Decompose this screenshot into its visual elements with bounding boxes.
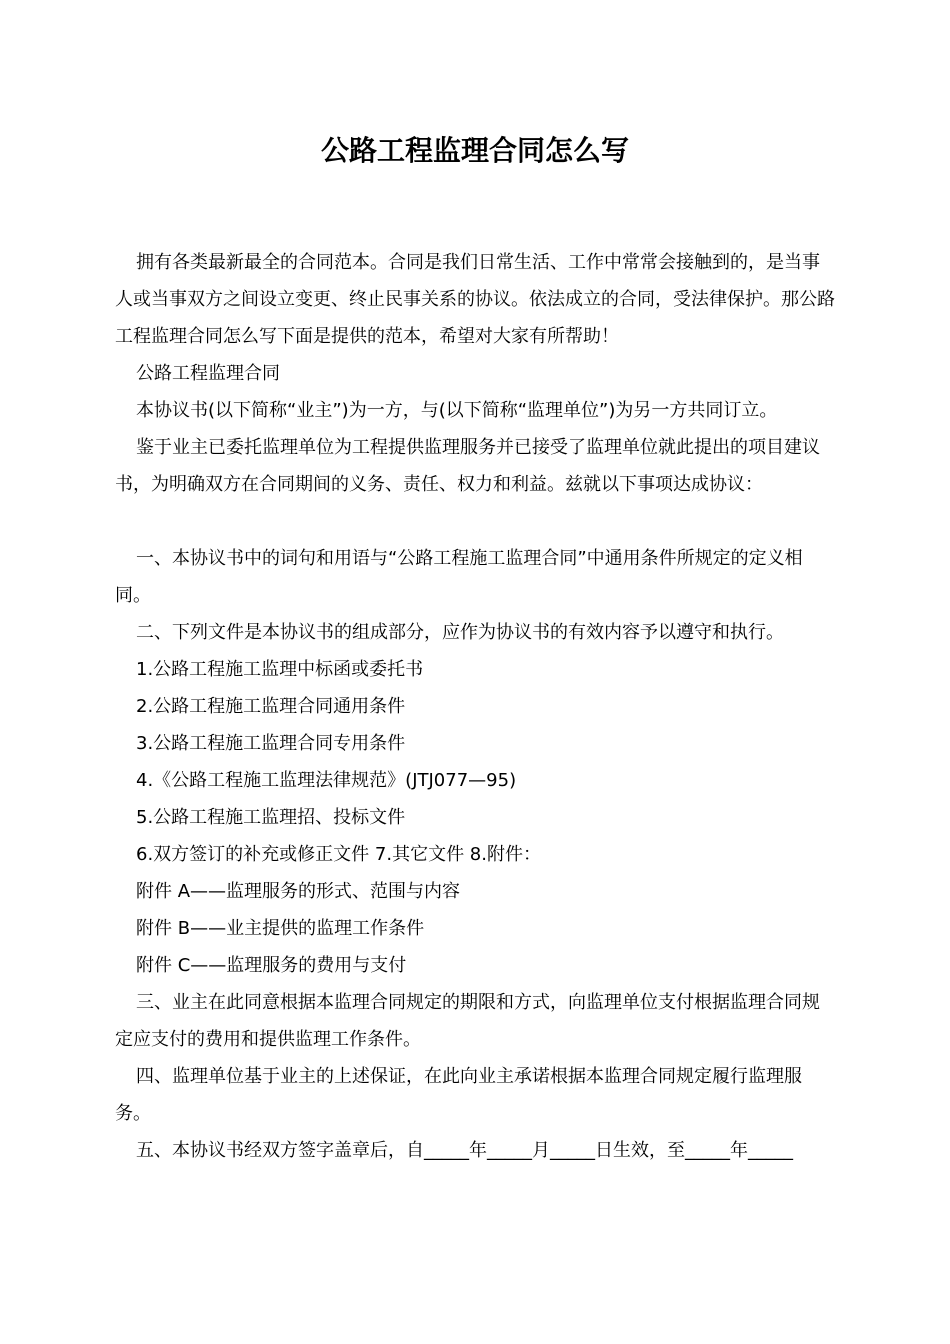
annex-a: 附件 A——监理服务的形式、范围与内容 xyxy=(136,881,461,902)
whereas-paragraph: 鉴于业主已委托监理单位为工程提供监理服务并已接受了监理单位就此提出的项目建议书，为明确双方在合同期间的义务、责任、权力和利益。兹就以下事项达成协议： xyxy=(115,437,820,495)
clause-4: 四、监理单位基于业主的上述保证，在此向业主承诺根据本监理合同规定履行监理服务。 xyxy=(115,1066,802,1124)
document-list-item-5: 5.公路工程施工监理招、投标文件 xyxy=(136,807,406,828)
clause-3: 三、业主在此同意根据本监理合同规定的期限和方式，向监理单位支付根据监理合同规定应支付的费用和提供监理工作条件。 xyxy=(115,992,820,1050)
parties-paragraph: 本协议书(以下简称“业主”)为一方，与(以下简称“监理单位”)为另一方共同订立。 xyxy=(136,400,778,421)
clause-5: 五、本协议书经双方签字盖章后，自_____年_____月_____日生效，至_____年_____ xyxy=(136,1140,793,1161)
document-list-item-6: 6.双方签订的补充或修正文件 7.其它文件 8.附件： xyxy=(136,844,541,865)
document-list-item-2: 2.公路工程施工监理合同通用条件 xyxy=(136,696,406,717)
document-list-item-1: 1.公路工程施工监理中标函或委托书 xyxy=(136,659,424,680)
document-list-item-3: 3.公路工程施工监理合同专用条件 xyxy=(136,733,406,754)
contract-name: 公路工程监理合同 xyxy=(136,363,280,384)
document-list-item-4: 4.《公路工程施工监理法律规范》(JTJ077—95) xyxy=(136,770,517,791)
clause-1: 一、本协议书中的词句和用语与“公路工程施工监理合同”中通用条件所规定的定义相同。 xyxy=(115,548,803,606)
clause-2: 二、下列文件是本协议书的组成部分，应作为协议书的有效内容予以遵守和执行。 xyxy=(136,622,784,643)
document-title: 公路工程监理合同怎么写 xyxy=(320,134,629,167)
annex-c: 附件 C——监理服务的费用与支付 xyxy=(136,955,407,976)
intro-paragraph: 拥有各类最新最全的合同范本。合同是我们日常生活、工作中常常会接触到的，是当事人或当事双方之间设立变更、终止民事关系的协议。依法成立的合同，受法律保护。那公路工程监理合同怎么写下面是提供的范本，希望对大家有所帮助！ xyxy=(115,252,835,347)
document-body xyxy=(115,244,837,1169)
annex-b: 附件 B——业主提供的监理工作条件 xyxy=(136,918,425,939)
paragraph-gap xyxy=(115,503,837,540)
